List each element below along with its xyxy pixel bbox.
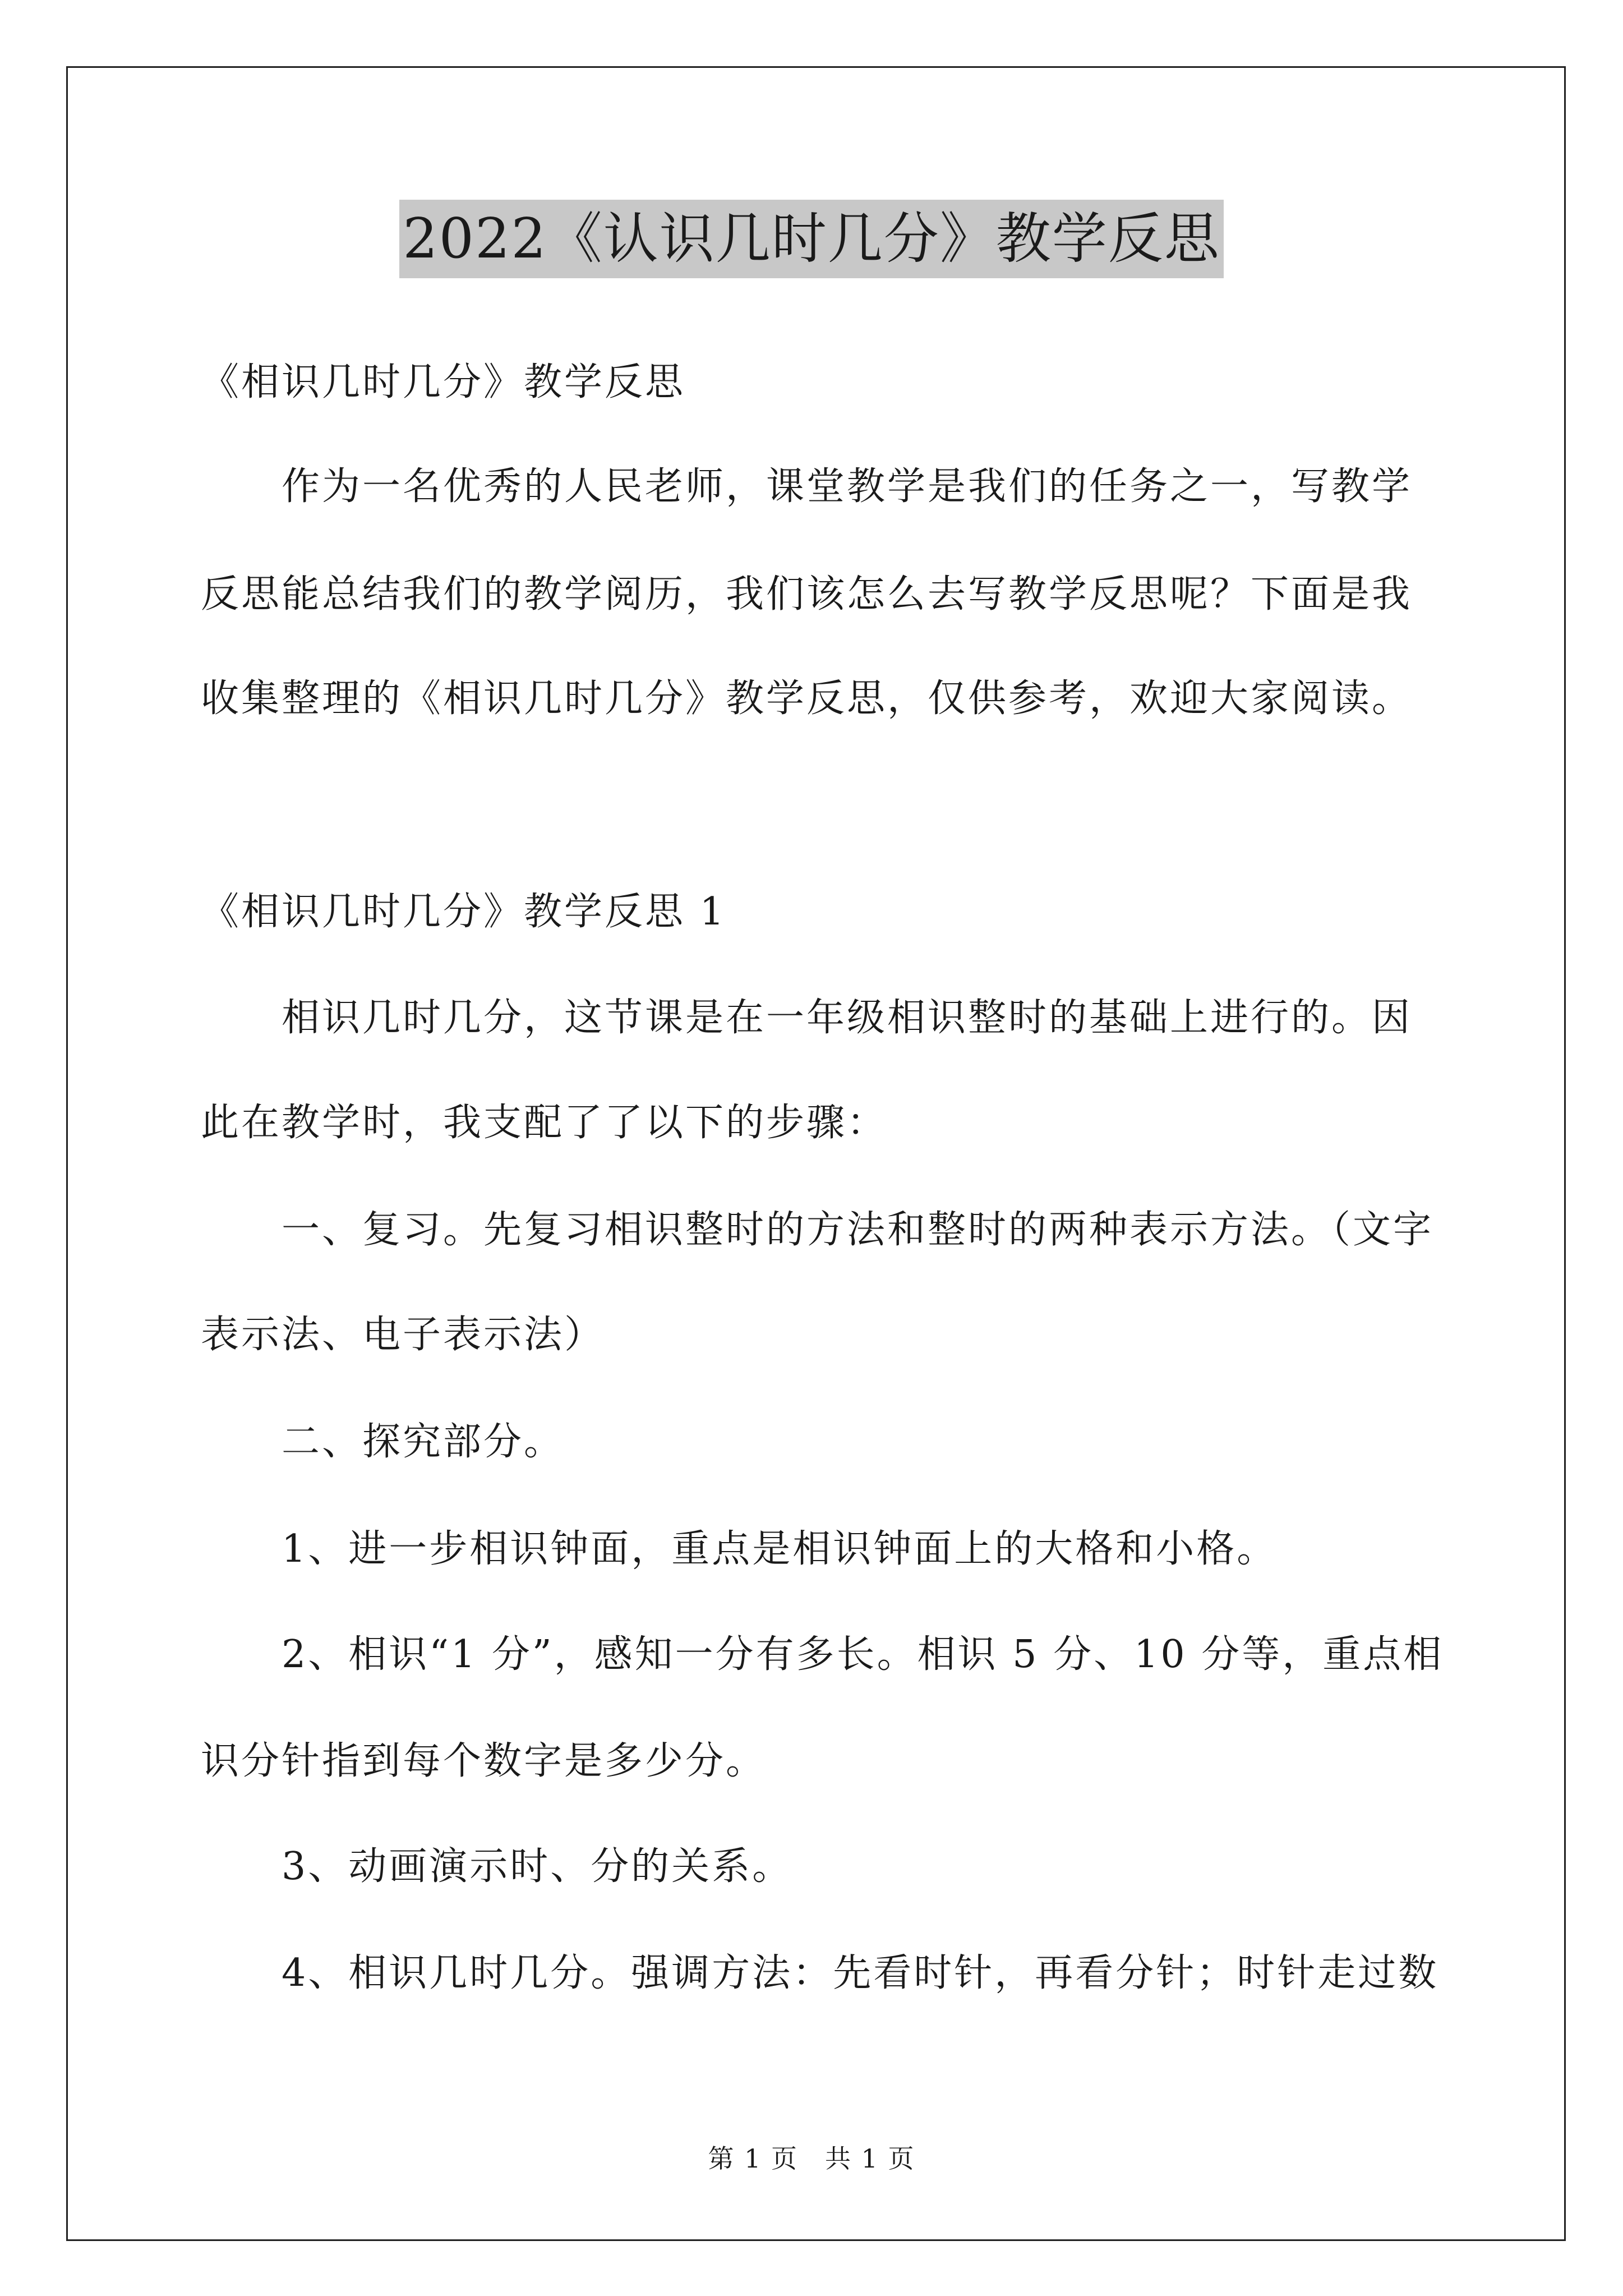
document-title: 2022《认识几时几分》教学反思 [399,200,1223,278]
body-line: 收集整理的《相识几时几分》教学反思，仅供参考，欢迎大家阅读。 [201,677,1413,721]
body-line: 2、相识“1 分”，感知一分有多长。相识 5 分、10 分等，重点相 [201,1632,1444,1677]
body-line: 二、探究部分。 [201,1420,565,1464]
body-line: 一、复习。先复习相识整时的方法和整时的两种表示方法。（文字 [201,1208,1434,1252]
body-line: 作为一名优秀的人民老师，课堂教学是我们的任务之一，写教学 [201,464,1413,509]
title-container [0,200,1623,278]
body-line: 此在教学时，我支配了了以下的步骤： [201,1101,888,1145]
section-heading: 《相识几时几分》教学反思 1 [201,890,726,934]
body-line: 相识几时几分，这节课是在一年级相识整时的基础上进行的。因 [201,996,1413,1040]
body-line: 4、相识几时几分。强调方法：先看时针，再看分针；时针走过数 [201,1951,1439,1995]
page-footer: 第 1 页 共 1 页 [708,2143,915,2174]
body-line: 表示法、电子表示法） [201,1313,605,1357]
body-line: 3、动画演示时、分的关系。 [201,1844,793,1889]
body-line: 反思能总结我们的教学阅历，我们该怎么去写教学反思呢？下面是我 [201,572,1413,616]
subtitle-line: 《相识几时几分》教学反思 [201,360,686,404]
body-line: 识分针指到每个数字是多少分。 [201,1739,767,1783]
body-line: 1、进一步相识钟面，重点是相识钟面上的大格和小格。 [201,1527,1278,1571]
